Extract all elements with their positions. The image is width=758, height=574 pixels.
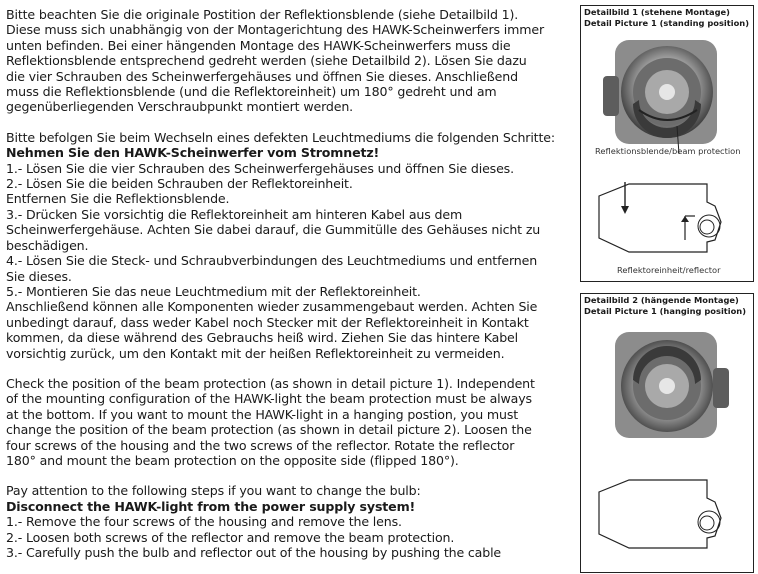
german-paragraph-line: Diese muss sich unabhängig von der Montagerichtung des HAWK-Scheinwerfers immer <box>6 22 544 38</box>
german-step-line: Anschließend können alle Komponenten wieder zusammengebaut werden. Achten Sie <box>6 299 538 315</box>
german-step-line: 5.- Montieren Sie das neue Leuchtmedium mit der Reflektoreinheit. <box>6 283 421 299</box>
beam-protection-label: Reflektionsblende/beam protection <box>595 146 741 156</box>
german-step-line: unbedingt darauf, dass weder Kabel noch Stecker mit der Reflektoreinheit in Kontakt <box>6 314 529 330</box>
german-step-line: kommen, da diese während des Gebrauchs heiß wird. Ziehen Sie das hintere Kabel <box>6 330 518 346</box>
german-step-line: Entfernen Sie die Reflektionsblende. <box>6 191 230 207</box>
german-step-line: 1.- Lösen Sie die vier Schrauben des Scheinwerfergehäuses und öffnen Sie dieses. <box>6 160 514 176</box>
english-step-line: 3.- Carefully push the bulb and reflector out of the housing by pushing the cable <box>6 545 502 560</box>
german-step-line: vorsichtig zurück, um den Kontakt mit der heißen Reflektoreinheit zu vermeiden. <box>6 345 505 361</box>
german-paragraph-line: Bitte beachten Sie die originale Postition der Reflektionsblende (siehe Detailbild 1). <box>6 7 519 22</box>
german-step-line: beschädigen. <box>6 237 89 253</box>
detail1-caption-en: Detail Picture 1 (standing position) <box>584 18 749 28</box>
english-warning: Disconnect the HAWK-light from the power supply system! <box>6 498 416 514</box>
reflector-label: Reflektoreinheit/reflector <box>617 265 721 275</box>
german-steps-intro: Bitte befolgen Sie beim Wechseln eines defekten Leuchtmediums die folgenden Schritte: <box>6 129 555 145</box>
german-step-line: 4.- Lösen Sie die Steck- und Schraubverbindungen des Leuchtmediums und entfernen <box>6 253 538 269</box>
detail2-caption-de: Detailbild 2 (hängende Montage) <box>584 295 739 305</box>
english-paragraph-line: 180° and mount the beam protection on the opposite side (flipped 180°). <box>6 452 459 468</box>
german-step-line: Sie dieses. <box>6 268 72 284</box>
detail1-caption-de: Detailbild 1 (stehene Montage) <box>584 7 730 17</box>
german-intro-paragraph <box>6 7 572 115</box>
detail2-caption-en: Detail Picture 1 (hanging position) <box>584 306 746 316</box>
instruction-text <box>6 0 572 560</box>
english-step-line: 1.- Remove the four screws of the housing and remove the lens. <box>6 514 402 530</box>
english-paragraph-line: of the mounting configuration of the HAWK-light the beam protection must be always <box>6 391 532 407</box>
english-steps <box>6 514 572 560</box>
english-steps-intro: Pay attention to the following steps if you want to change the bulb: <box>6 483 421 499</box>
detail-picture-2 <box>580 293 754 573</box>
lamp-hanging-illustration <box>581 318 753 570</box>
german-steps <box>6 161 572 361</box>
english-paragraph-line: Check the position of the beam protection (as shown in detail picture 1). Independent <box>6 375 535 391</box>
english-paragraph-line: change the position of the beam protection (as shown in detail picture 2). Loosen the <box>6 422 532 438</box>
german-paragraph-line: die vier Schrauben des Scheinwerfergehäuses und öffnen Sie dieses. Anschließend <box>6 68 518 84</box>
german-warning: Nehmen Sie den HAWK-Scheinwerfer vom Stromnetz! <box>6 145 380 161</box>
german-step-line: Scheinwerfergehäuse. Achten Sie dabei darauf, die Gummitülle des Gehäuses nicht zu <box>6 222 541 238</box>
detail-picture-1 <box>580 5 754 282</box>
english-paragraph-line: at the bottom. If you want to mount the HAWK-light in a hanging postion, you must <box>6 406 519 422</box>
german-step-line: 2.- Lösen Sie die beiden Schrauben der Reflektoreinheit. <box>6 176 353 192</box>
german-paragraph-line: muss die Reflektionsblende (und die Reflektoreinheit) um 180° gedreht und am <box>6 84 497 100</box>
german-paragraph-line: unten befinden. Bei einer hängenden Montage des HAWK-Scheinwerfers muss die <box>6 37 511 53</box>
german-paragraph-line: Reflektionsblende entsprechend gedreht werden (siehe Detailbild 2). Lösen Sie dazu <box>6 53 527 69</box>
german-paragraph-line: gegenüberliegenden Verschraubpunkt montiert werden. <box>6 99 353 115</box>
english-paragraph-line: four screws of the housing and the two screws of the reflector. Rotate the reflector <box>6 437 515 453</box>
german-step-line: 3.- Drücken Sie vorsichtig die Reflektoreinheit am hinteren Kabel aus dem <box>6 206 463 222</box>
english-step-line: 2.- Loosen both screws of the reflector and remove the beam protection. <box>6 529 455 545</box>
english-intro-paragraph <box>6 376 572 468</box>
